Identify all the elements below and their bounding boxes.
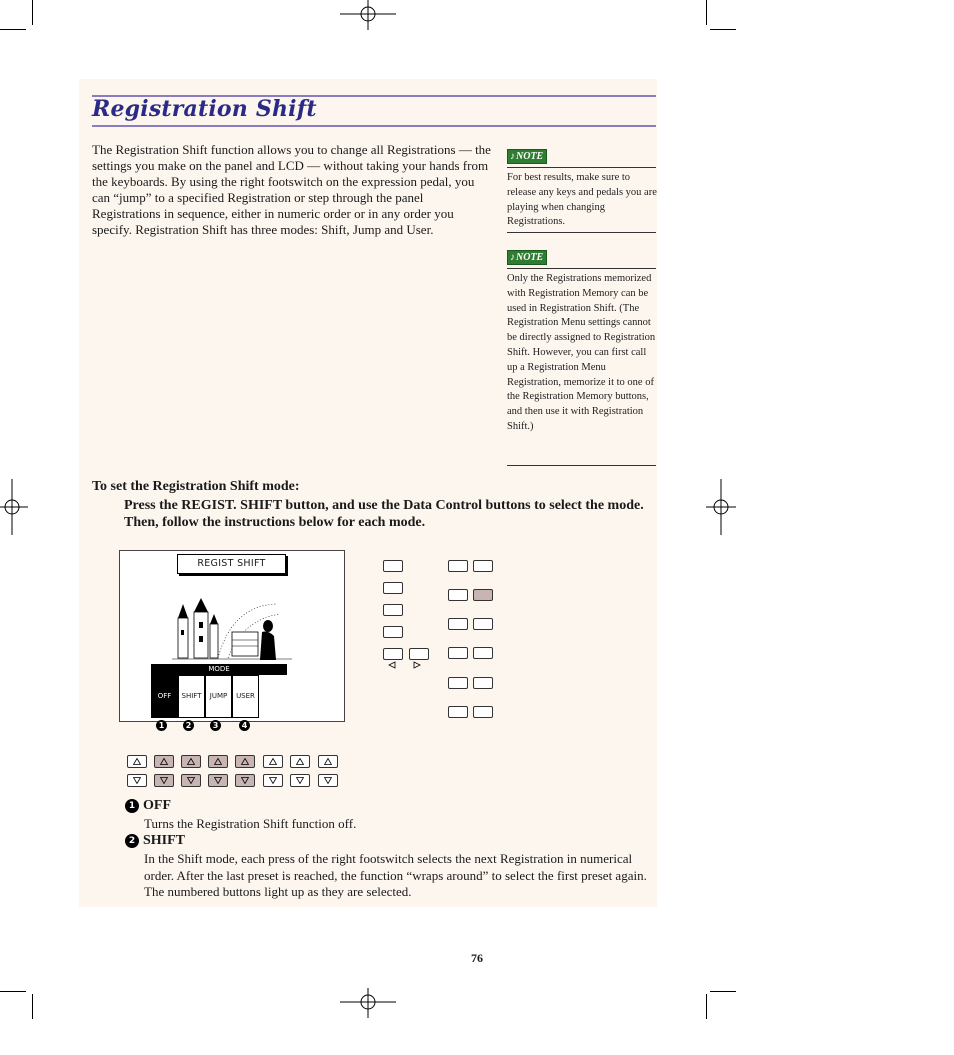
- down-arrow-icon: [324, 777, 332, 784]
- mode-name: OFF: [143, 798, 171, 813]
- lcd-title: REGIST SHIFT: [177, 554, 286, 574]
- registration-button[interactable]: [448, 706, 468, 718]
- data-control-down-button[interactable]: [127, 774, 147, 787]
- note-end-rule: [507, 465, 656, 466]
- title-rule-bottom: [92, 125, 656, 127]
- data-control-down-button[interactable]: [235, 774, 255, 787]
- note-header: [507, 246, 656, 269]
- registration-button[interactable]: [448, 589, 468, 601]
- registration-mark-left: [0, 479, 28, 535]
- up-arrow-icon: [133, 758, 141, 765]
- registration-button[interactable]: [448, 618, 468, 630]
- callout-number: 2: [183, 720, 194, 731]
- down-arrow-icon: [241, 777, 249, 784]
- up-arrow-icon: [187, 758, 195, 765]
- note-end-rule: [507, 232, 656, 233]
- panel-button[interactable]: [383, 560, 403, 572]
- registration-button[interactable]: [448, 647, 468, 659]
- crop-mark: [32, 994, 33, 1019]
- down-arrow-icon: [296, 777, 304, 784]
- callout-number: 3: [210, 720, 221, 731]
- data-control-down-button[interactable]: [318, 774, 338, 787]
- up-arrow-icon: [269, 758, 277, 765]
- registration-button[interactable]: [473, 618, 493, 630]
- crop-mark: [0, 29, 26, 30]
- music-note-icon: ♪: [510, 252, 515, 263]
- regist-shift-button[interactable]: [473, 589, 493, 601]
- up-arrow-icon: [324, 758, 332, 765]
- data-control-up-button[interactable]: [235, 755, 255, 768]
- registration-mark-right: [706, 479, 736, 535]
- data-control-down-button[interactable]: [181, 774, 201, 787]
- data-control-down-button[interactable]: [263, 774, 283, 787]
- up-arrow-icon: [296, 758, 304, 765]
- number-circle-icon: 2: [125, 834, 139, 848]
- page-number: 76: [471, 951, 483, 965]
- down-arrow-icon: [214, 777, 222, 784]
- note-text: Only the Registrations memorized with Registration Memory can be used in Registration Shift. (The Registration Menu settings cannot be directly assigned to Registration Shift. However, you can first call up a Registration Menu Registration, memorize it to one of the Registration Memory buttons, and then use it with Registration Shift.): [507, 273, 656, 432]
- lcd-mode-shift[interactable]: SHIFT: [178, 675, 205, 718]
- data-control-up-button[interactable]: [263, 755, 283, 768]
- registration-button[interactable]: [473, 647, 493, 659]
- data-control-up-button[interactable]: [318, 755, 338, 768]
- data-control-up-button[interactable]: [127, 755, 147, 768]
- mode-heading-shift: [125, 833, 185, 849]
- mode-description: In the Shift mode, each press of the right footswitch selects the next Registration in numerical order. After the last preset is reached, the function “wraps around” to select the first preset again. The numbered buttons light up as they are selected.: [144, 851, 647, 899]
- lcd-mode-user[interactable]: USER: [232, 675, 259, 718]
- procedure-instruction: Press the REGIST. SHIFT button, and use the Data Control buttons to select the mode. Then, follow the instructions below for each mode.: [124, 498, 644, 530]
- number-circle-icon: 1: [125, 799, 139, 813]
- crop-mark: [710, 991, 736, 992]
- castle-organ-illustration: [172, 596, 292, 662]
- note-badge: ♪NOTE: [507, 149, 547, 164]
- registration-button[interactable]: [448, 677, 468, 689]
- up-arrow-icon: [160, 758, 168, 765]
- lcd-mode-label: MODE: [151, 664, 287, 675]
- registration-button[interactable]: [473, 706, 493, 718]
- note-header: [507, 145, 656, 168]
- procedure-heading: To set the Registration Shift mode:: [92, 479, 300, 494]
- panel-button[interactable]: [383, 648, 403, 660]
- data-control-up-button[interactable]: [290, 755, 310, 768]
- registration-mark-top: [340, 0, 396, 30]
- data-control-up-button[interactable]: [208, 755, 228, 768]
- registration-button[interactable]: [473, 677, 493, 689]
- crop-mark: [0, 991, 26, 992]
- mode-name: SHIFT: [143, 833, 186, 848]
- lcd-display: [119, 550, 345, 722]
- callout-number: 4: [239, 720, 250, 731]
- down-arrow-icon: [187, 777, 195, 784]
- music-note-icon: ♪: [510, 151, 515, 162]
- down-arrow-icon: [133, 777, 141, 784]
- registration-mark-bottom: [340, 988, 396, 1018]
- down-arrow-icon: [269, 777, 277, 784]
- mode-description: Turns the Registration Shift function off.: [144, 816, 357, 831]
- data-control-up-button[interactable]: [181, 755, 201, 768]
- note-badge: ♪NOTE: [507, 250, 547, 265]
- note-text: For best results, make sure to release any keys and pedals you are playing when changing Registrations.: [507, 172, 657, 228]
- registration-button[interactable]: [448, 560, 468, 572]
- up-arrow-icon: [241, 758, 249, 765]
- panel-button[interactable]: [383, 604, 403, 616]
- panel-button[interactable]: [409, 648, 429, 660]
- right-arrow-icon: [413, 661, 421, 669]
- data-control-down-button[interactable]: [154, 774, 174, 787]
- up-arrow-icon: [214, 758, 222, 765]
- callout-number: 1: [156, 720, 167, 731]
- intro-paragraph: The Registration Shift function allows you to change all Registrations — the settings you make on the panel and LCD — without taking your hands from the keyboards. By using the right footswitch on the expression pedal, you can “jump” to a specified Registration or step through the panel Registrations in sequence, either in numeric order or in any order you specify. Registration Shift has three modes: Shift, Jump and User.: [92, 142, 491, 237]
- panel-button[interactable]: [383, 582, 403, 594]
- data-control-down-button[interactable]: [208, 774, 228, 787]
- panel-button[interactable]: [383, 626, 403, 638]
- down-arrow-icon: [160, 777, 168, 784]
- data-control-down-button[interactable]: [290, 774, 310, 787]
- crop-mark: [706, 0, 707, 25]
- crop-mark: [32, 0, 33, 25]
- crop-mark: [710, 29, 736, 30]
- left-arrow-icon: [388, 661, 396, 669]
- page-title: Registration Shift: [92, 96, 317, 122]
- crop-mark: [706, 994, 707, 1019]
- lcd-mode-jump[interactable]: JUMP: [205, 675, 232, 718]
- registration-button[interactable]: [473, 560, 493, 572]
- data-control-up-button[interactable]: [154, 755, 174, 768]
- mode-heading-off: [125, 798, 171, 814]
- lcd-mode-off[interactable]: OFF: [151, 675, 178, 718]
